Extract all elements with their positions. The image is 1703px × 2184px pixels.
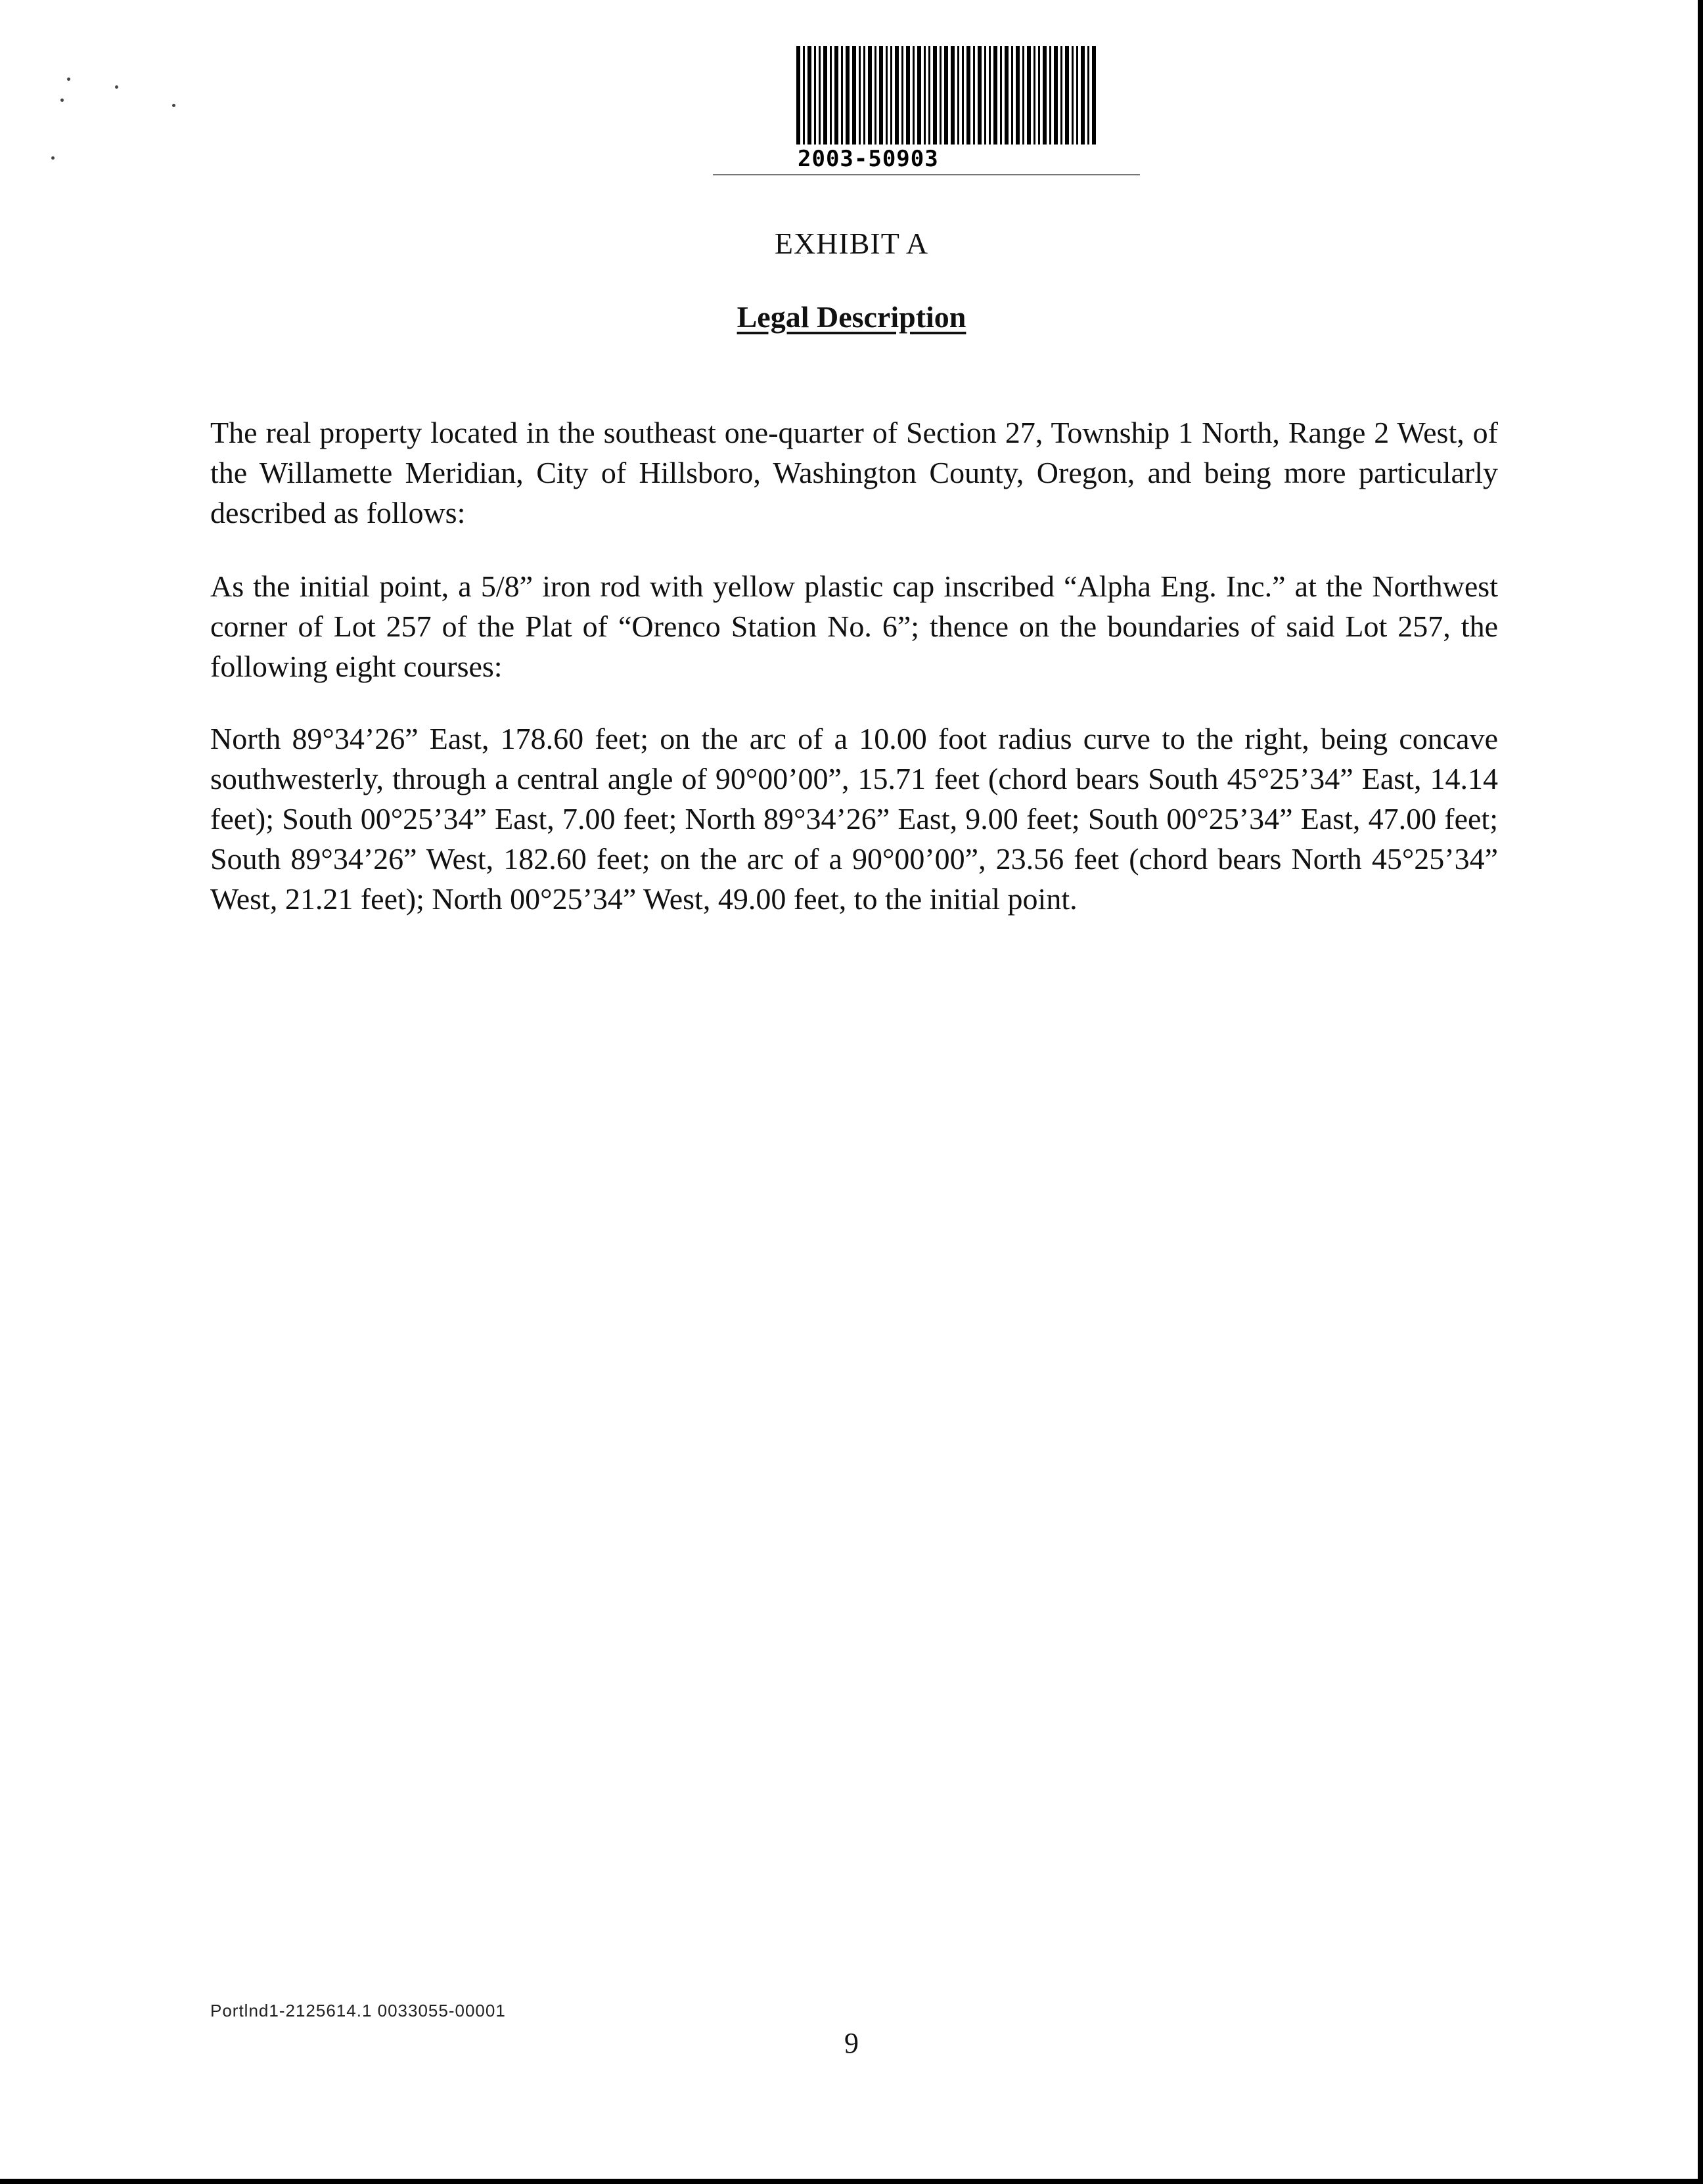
paragraph-courses: North 89°34’26” East, 178.60 feet; on the arc of a 10.00 foot radius curve to the right, being concave southwesterly, through a central angle of 90°00’00”, 15.71 feet (chord bears South 45°25’34” East, 14.14 feet); South 00°25’34” East, 7.00 feet; North 89°34’26” East, 9.00 feet; South 00°25’34” East, 47.00 feet; South 89°34’26” West, 182.60 feet; on the arc of a 90°00’00”, 23.56 feet (chord bears North 45°25’34” West, 21.21 feet); North 00°25’34” West, 49.00 feet, to the initial point. [210,722,1498,916]
paragraph-property-location: The real property located in the southeast one-quarter of Section 27, Township 1 North, Range 2 West, of the Willamette Meridian, City of Hillsboro, Washington County, Oregon, and being more particularly described as follows: [210,416,1498,529]
scan-speck [60,99,64,102]
barcode-underline [713,174,1140,175]
legal-description-heading: Legal Description [737,300,966,334]
page-number: 9 [844,2027,859,2059]
barcode [796,46,1099,177]
barcode-number: 2003-50903 [798,146,939,172]
scan-speck [51,156,55,160]
paragraph-initial-point: As the initial point, a 5/8” iron rod with yellow plastic cap inscribed “Alpha Eng. Inc.” at the Northwest corner of Lot 257 of the Plat of “Orenco Station No. 6”; thence on the boundaries of said Lot 257, the following eight courses: [210,569,1498,683]
footer-document-id: Portlnd1-2125614.1 0033055-00001 [210,2001,506,2020]
barcode-bars [796,46,1096,145]
scan-speck [115,85,118,89]
exhibit-title: EXHIBIT A [774,227,929,260]
scan-speck [172,104,175,107]
scan-speck [67,78,70,81]
